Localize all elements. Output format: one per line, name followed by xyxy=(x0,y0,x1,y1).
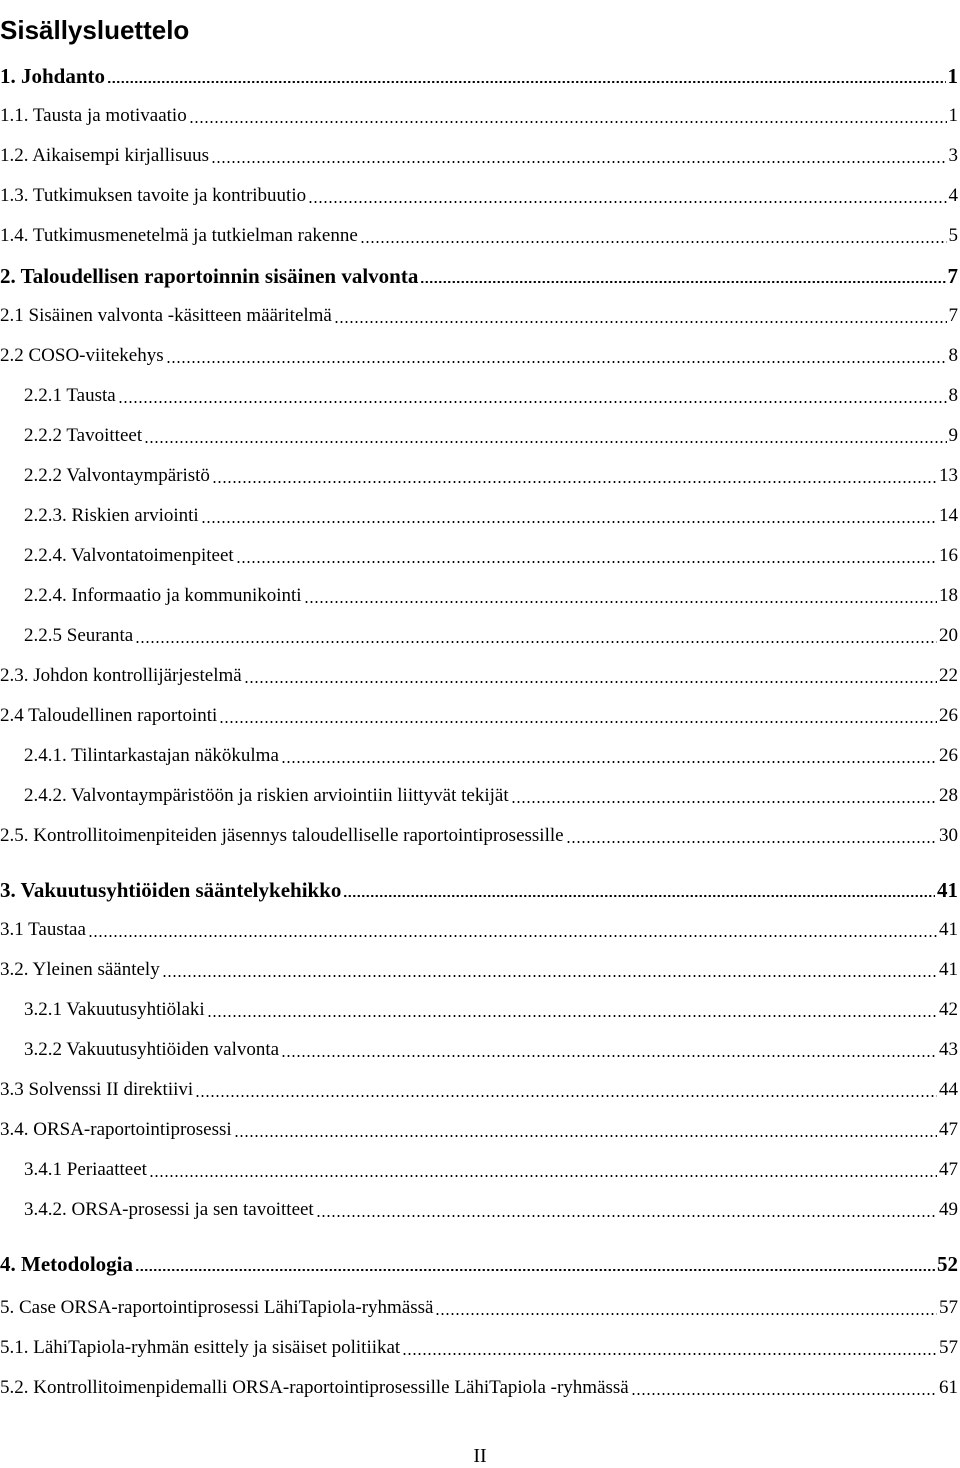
dot-leader xyxy=(631,1393,937,1395)
toc-entry-label: 1.2. Aikaisempi kirjallisuus xyxy=(0,145,209,166)
toc-entry-label: 2.2.4. Valvontatoimenpiteet xyxy=(24,545,234,566)
toc-entry-label: 3.4.2. ORSA-prosessi ja sen tavoitteet xyxy=(24,1199,314,1220)
toc-entry-label: 5.1. LähiTapiola-ryhmän esittely ja sisäiset politiikat xyxy=(0,1337,401,1358)
dot-leader xyxy=(420,281,945,283)
dot-leader xyxy=(207,1015,937,1017)
dot-leader xyxy=(107,81,945,83)
toc-entry-label: 2.4 Taloudellinen raportointi xyxy=(0,705,218,726)
toc-entry-label: 2.2.5 Seuranta xyxy=(24,625,134,646)
toc-entry[interactable] xyxy=(0,338,960,368)
dot-leader xyxy=(236,561,937,563)
toc-entry-page: 8 xyxy=(948,385,958,406)
toc-entry-label: 3. Vakuutusyhtiöiden sääntelykehikko xyxy=(0,878,342,902)
toc-entry-page: 14 xyxy=(939,505,958,526)
toc-entry-label: 2. Taloudellisen raportoinnin sisäinen valvonta xyxy=(0,264,419,288)
toc-entry[interactable] xyxy=(0,1290,960,1320)
toc-entry-label: 2.2.4. Informaatio ja kommunikointi xyxy=(24,585,302,606)
toc-entry-page: 5 xyxy=(948,225,958,246)
toc-entry-page: 20 xyxy=(939,625,958,646)
toc-entry-page: 42 xyxy=(939,999,958,1020)
toc-entry-page: 57 xyxy=(939,1297,958,1318)
toc-entry-page: 52 xyxy=(937,1252,958,1276)
toc-entry-page: 1 xyxy=(947,64,958,88)
dot-leader xyxy=(334,321,947,323)
toc-entry-label: 2.3. Johdon kontrollijärjestelmä xyxy=(0,665,242,686)
toc-entry[interactable] xyxy=(0,258,960,288)
toc-entry-label: 2.2 COSO-viitekehys xyxy=(0,345,164,366)
toc-entry-page: 41 xyxy=(939,959,958,980)
dot-leader xyxy=(308,201,946,203)
toc-entry[interactable] xyxy=(0,818,960,848)
toc-entry-page: 13 xyxy=(939,465,958,486)
dot-leader xyxy=(201,521,937,523)
toc-entry-label: 2.2.2 Tavoitteet xyxy=(24,425,143,446)
dot-leader xyxy=(234,1135,937,1137)
toc-entry-label: 2.2.3. Riskien arviointi xyxy=(24,505,199,526)
toc-entry-page: 22 xyxy=(939,665,958,686)
dot-leader xyxy=(189,121,947,123)
dot-leader xyxy=(281,761,937,763)
toc-entry-label: 1.1. Tausta ja motivaatio xyxy=(0,105,187,126)
toc-entry-label: 3.1 Taustaa xyxy=(0,919,86,940)
toc-entry-page: 1 xyxy=(948,105,958,126)
toc-entry[interactable] xyxy=(0,1072,960,1102)
toc-entry-label: 2.4.1. Tilintarkastajan näkökulma xyxy=(24,745,279,766)
toc-entry-label: 2.2.2 Valvontaympäristö xyxy=(24,465,210,486)
toc-entry-label: 3.4.1 Periaatteet xyxy=(24,1159,147,1180)
toc-entry[interactable] xyxy=(0,618,960,648)
dot-leader xyxy=(144,441,946,443)
toc-entry[interactable] xyxy=(0,298,960,328)
toc-entry-page: 41 xyxy=(939,919,958,940)
toc-entry[interactable] xyxy=(0,458,960,488)
toc-entry[interactable] xyxy=(0,738,960,768)
toc-entry[interactable] xyxy=(0,1032,960,1062)
toc-entry[interactable] xyxy=(0,1246,960,1276)
toc-entry-page: 44 xyxy=(939,1079,958,1100)
toc-entry-page: 3 xyxy=(948,145,958,166)
toc-entry[interactable] xyxy=(0,912,960,942)
toc-entry[interactable] xyxy=(0,872,960,902)
toc-entry-label: 1. Johdanto xyxy=(0,64,106,88)
toc-entry[interactable] xyxy=(0,1112,960,1142)
toc-entry-label: 2.2.1 Tausta xyxy=(24,385,116,406)
toc-entry-page: 7 xyxy=(947,264,958,288)
toc-entry[interactable] xyxy=(0,578,960,608)
toc-entry-label: 1.3. Tutkimuksen tavoite ja kontribuutio xyxy=(0,185,307,206)
toc-entry-label: 5. Case ORSA-raportointiprosessi LähiTapiola-ryhmässä xyxy=(0,1297,434,1318)
dot-leader xyxy=(211,161,947,163)
page-title: Sisällysluettelo xyxy=(0,15,190,46)
toc-entry-label: 3.2.2 Vakuutusyhtiöiden valvonta xyxy=(24,1039,280,1060)
dot-leader xyxy=(511,801,937,803)
dot-leader xyxy=(118,401,947,403)
toc-entry-page: 8 xyxy=(948,345,958,366)
toc-entry[interactable] xyxy=(0,698,960,728)
toc-entry-page: 9 xyxy=(948,425,958,446)
toc-entry-page: 30 xyxy=(939,825,958,846)
toc-entry-page: 16 xyxy=(939,545,958,566)
toc-entry[interactable] xyxy=(0,58,960,88)
toc-entry-label: 3.2.1 Vakuutusyhtiölaki xyxy=(24,999,205,1020)
dot-leader xyxy=(149,1175,937,1177)
toc-entry-label: 2.1 Sisäinen valvonta -käsitteen määritelmä xyxy=(0,305,332,326)
toc-entry-page: 41 xyxy=(937,878,958,902)
toc-entry[interactable] xyxy=(0,1152,960,1182)
toc-entry[interactable] xyxy=(0,952,960,982)
dot-leader xyxy=(88,935,937,937)
toc-entry-page: 61 xyxy=(939,1377,958,1398)
toc-entry[interactable] xyxy=(0,418,960,448)
dot-leader xyxy=(304,601,937,603)
toc-entry-page: 43 xyxy=(939,1039,958,1060)
toc-entry[interactable] xyxy=(0,658,960,688)
dot-leader xyxy=(162,975,937,977)
page-number: II xyxy=(473,1445,487,1467)
toc-entry-page: 18 xyxy=(939,585,958,606)
toc-entry-label: 1.4. Tutkimusmenetelmä ja tutkielman rakenne xyxy=(0,225,358,246)
toc-entry[interactable] xyxy=(0,178,960,208)
dot-leader xyxy=(343,895,935,897)
toc-entry-page: 7 xyxy=(948,305,958,326)
toc-entry[interactable] xyxy=(0,1192,960,1222)
toc-entry-label: 3.2. Yleinen sääntely xyxy=(0,959,160,980)
toc-entry-page: 57 xyxy=(939,1337,958,1358)
dot-leader xyxy=(402,1353,937,1355)
toc-entry-label: 2.4.2. Valvontaympäristöön ja riskien arviointiin liittyvät tekijät xyxy=(24,785,509,806)
toc-entry-page: 4 xyxy=(948,185,958,206)
toc-entry[interactable] xyxy=(0,98,960,128)
toc-entry[interactable] xyxy=(0,378,960,408)
dot-leader xyxy=(212,481,937,483)
toc-entry-page: 47 xyxy=(939,1159,958,1180)
dot-leader xyxy=(166,361,947,363)
dot-leader xyxy=(360,241,947,243)
toc-entry-label: 3.4. ORSA-raportointiprosessi xyxy=(0,1119,232,1140)
toc-entry-page: 49 xyxy=(939,1199,958,1220)
toc-entry[interactable] xyxy=(0,778,960,808)
toc-entry-label: 2.5. Kontrollitoimenpiteiden jäsennys taloudelliselle raportointiprosessille xyxy=(0,825,564,846)
toc-entry[interactable] xyxy=(0,992,960,1022)
dot-leader xyxy=(135,1269,935,1271)
toc-entry-label: 3.3 Solvenssi II direktiivi xyxy=(0,1079,194,1100)
toc-entry-page: 28 xyxy=(939,785,958,806)
dot-leader xyxy=(435,1313,937,1315)
dot-leader xyxy=(566,841,937,843)
dot-leader xyxy=(316,1215,937,1217)
toc-entry-page: 26 xyxy=(939,745,958,766)
toc-entry[interactable] xyxy=(0,218,960,248)
toc-entry[interactable] xyxy=(0,1370,960,1400)
dot-leader xyxy=(244,681,937,683)
dot-leader xyxy=(281,1055,937,1057)
dot-leader xyxy=(135,641,937,643)
toc-entry-page: 47 xyxy=(939,1119,958,1140)
toc-entry-page: 26 xyxy=(939,705,958,726)
dot-leader xyxy=(219,721,937,723)
toc-entry[interactable] xyxy=(0,1330,960,1360)
toc-entry-label: 4. Metodologia xyxy=(0,1252,133,1276)
toc-entry[interactable] xyxy=(0,538,960,568)
toc-entry-label: 5.2. Kontrollitoimenpidemalli ORSA-raportointiprosessille LähiTapiola -ryhmässä xyxy=(0,1377,629,1398)
toc-entry[interactable] xyxy=(0,138,960,168)
dot-leader xyxy=(195,1095,937,1097)
toc-entry[interactable] xyxy=(0,498,960,528)
